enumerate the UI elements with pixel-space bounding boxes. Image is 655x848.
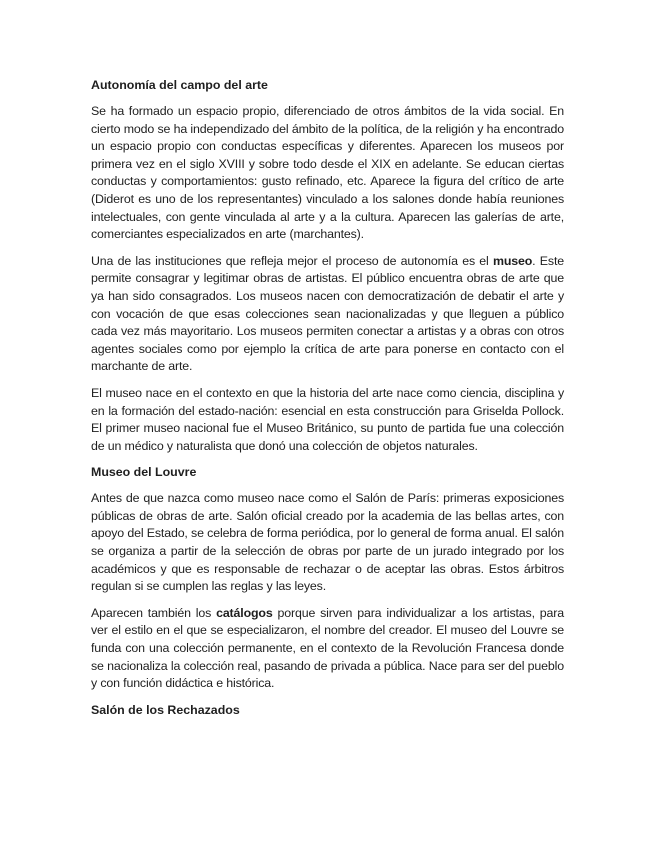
paragraph [91, 605, 564, 693]
document-page [91, 72, 564, 728]
section-heading: Salón de los Rechazados [91, 702, 240, 717]
paragraph-text: Aparecen también los [91, 605, 217, 620]
paragraph-text: Antes de que nazca como museo nace como el Salón de París: primeras exposiciones públicas de obras de arte. Salón oficial creado por la academia de las bellas artes, con apoyo del Estado, se celebra de forma periódica, por lo general de forma anual. El salón se organiza a partir de la selección de obras por parte de un jurado integrado por los académicos y que es responsable de rechazar o de aceptar las obras. Estos árbitros regulan si se cumplen las reglas y las leyes. [91, 491, 564, 594]
paragraph-text: . Este permite consagrar y legitimar obras de artistas. El público encuentra obras de arte que ya han sido consagrados. Los museos nacen con democratización de debatir el arte y con vocación de que esas colecciones sean nacionalizadas y que lleguen a público cada vez más mayoritario. Los museos permiten conectar a artistas y a obras con otros agentes sociales como por ejemplo la crítica de arte para ponerse en contacto con el marchante de arte. [91, 253, 564, 374]
paragraph [91, 385, 564, 455]
paragraph-text: Una de las instituciones que refleja mejor el proceso de autonomía es el [91, 253, 493, 268]
paragraph [91, 253, 564, 376]
paragraph [91, 490, 564, 596]
bold-term: museo [492, 253, 533, 268]
paragraph-text: porque sirven para individualizar a los artistas, para ver el estilo en el que se especializaron, el nombre del creador. El museo del Louvre se funda con una colección permanente, en el contexto de la Revolución Francesa donde se nacionaliza la colección real, pasando de privada a pública. Nace para ser del pueblo y con función didáctica e histórica. [91, 605, 564, 691]
bold-term: catálogos [216, 605, 273, 620]
section-heading: Autonomía del campo del arte [91, 78, 268, 92]
paragraph [91, 103, 564, 244]
section-heading: Museo del Louvre [91, 465, 197, 480]
paragraph-text: El museo nace en el contexto en que la historia del arte nace como ciencia, disciplina y en la formación del estado-nación: esencial en esta construcción para Griselda Pollock. El primer museo nacional fue el Museo Británico, su punto de partida fue una colección de un médico y naturalista que donó una colección de objetos naturales. [91, 385, 564, 453]
paragraph-text: Se ha formado un espacio propio, diferenciado de otros ámbitos de la vida social. En cierto modo se ha independizado del ámbito de la política, de la religión y ha encontrado un espacio propio con conductas específicas y diferentes. Aparecen los museos por primera vez en el siglo XVIII y sobre todo desde el XIX en adelante. Se educan ciertas conductas y comportamientos: gusto refinado, etc. Aparece la figura del crítico de arte (Diderot es uno de los representantes) vinculado a los salones donde había reuniones intelectuales, con gente vinculada al arte y a la cultura. Aparecen las galerías de arte, comerciantes especializados en arte (marchantes). [91, 104, 564, 242]
